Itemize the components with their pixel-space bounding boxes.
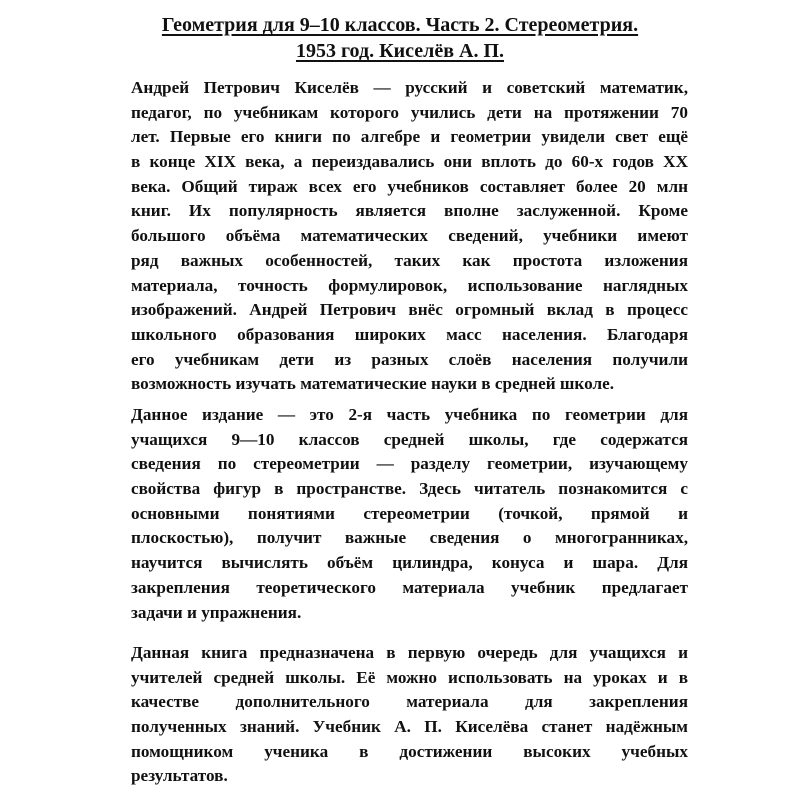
text-line: помощником ученика в достижении высоких учебных [131,741,688,761]
text-line: школьного образования широких масс населения. Благодаря [131,324,688,344]
text-line: книг. Их популярность является вполне заслуженной. Кроме [131,201,688,221]
text-line: Данное издание — это 2-я часть учебника по геометрии для [131,405,688,424]
text-line: века. Общий тираж всех его учебников составляет более 20 млн [131,176,688,196]
text-line: ряд важных особенностей, таких как простота изложения [131,250,688,270]
text-line: возможность изучать математические науки в средней школе. [131,374,615,394]
paragraph-audience [131,641,688,789]
text-line: Данная книга предназначена в первую очередь для учащихся и [131,643,688,662]
text-line: педагог, по учебникам которого учились дети на протяжении 70 [131,102,688,122]
text-line: задачи и упражнения. [131,602,302,622]
text-line: полученных знаний. Учебник А. П. Киселёва станет надёжным [131,717,688,737]
text-line: плоскостью), получит важные сведения о многогранниках, [131,528,688,548]
document-title-line-1: Геометрия для 9–10 классов. Часть 2. Стереометрия. [161,14,639,36]
text-line: его учебникам дети из разных слоёв населения получили [131,349,688,369]
text-line: качестве дополнительного материала для закрепления [131,692,688,712]
text-line: учащихся 9—10 классов средней школы, где содержатся [131,429,688,449]
document-title-line-2: 1953 год. Киселёв А. П. [295,40,505,62]
text-line: изображений. Андрей Петрович внёс огромный вклад в процесс [131,300,688,320]
text-line: лет. Первые его книги по алгебре и геометрии увидели свет ещё [131,127,688,147]
text-line: большого объёма математических сведений, учебники имеют [131,226,688,246]
text-line: свойства фигур в пространстве. Здесь читатель познакомится с [131,479,688,499]
paragraph-author-bio [131,76,688,397]
text-line: материала, точность формулировок, использование наглядных [131,275,688,295]
text-line: закрепления теоретического материала учебник предлагает [131,577,688,597]
text-line: научится вычислять объём цилиндра, конуса и шара. Для [131,553,688,573]
text-line: в конце XIX века, а переиздавались они вплоть до 60-х годов XX [131,152,688,172]
text-line: Андрей Петрович Киселёв — русский и советский математик, [131,78,688,97]
text-line: основными понятиями стереометрии (точкой, прямой и [131,503,688,523]
text-line: учителей средней школы. Её можно использовать на уроках и в [131,667,688,687]
paragraph-edition-description [131,403,688,625]
text-line: сведения по стереометрии — разделу геометрии, изучающему [131,454,688,474]
text-line: результатов. [131,766,228,786]
